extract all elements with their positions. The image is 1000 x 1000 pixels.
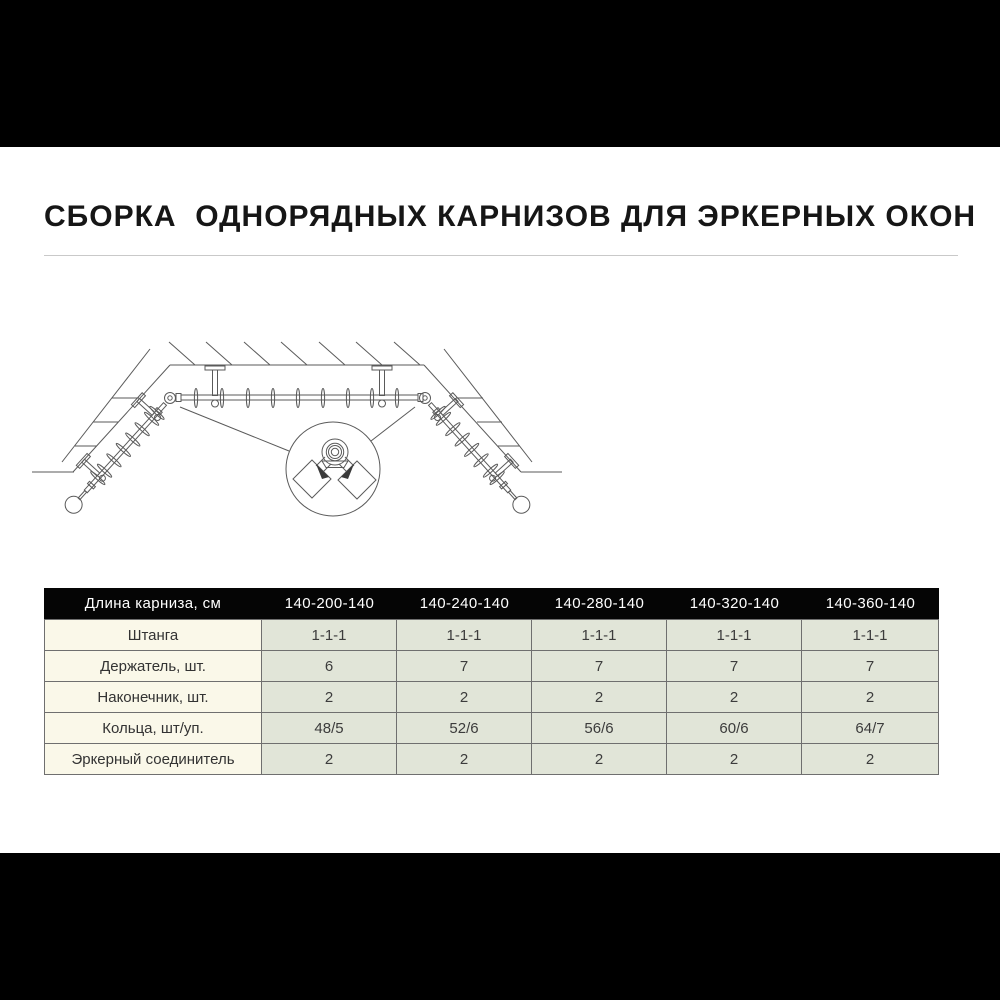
title-divider: [44, 255, 958, 256]
cell-value: 2: [802, 682, 939, 713]
column-header: 140-320-140: [689, 595, 780, 612]
cell-value: 1-1-1: [802, 620, 939, 651]
left-hinge: [165, 393, 176, 404]
row-label: Эркерный соединитель: [44, 744, 262, 775]
cell-value: 7: [667, 651, 802, 682]
column-header: 140-280-140: [554, 595, 645, 612]
right-finial-ball: [509, 493, 533, 517]
top-letterbox-bar: [0, 0, 1000, 147]
cell-value: 48/5: [262, 713, 397, 744]
header-length-label: Длина карниза, см: [84, 595, 222, 612]
cell-value: 2: [667, 682, 802, 713]
column-header: 140-360-140: [825, 595, 916, 612]
left-angled-rod: [50, 388, 172, 518]
column-header: 140-240-140: [419, 595, 510, 612]
cell-value: 7: [397, 651, 532, 682]
cell-value: 2: [802, 744, 939, 775]
cell-value: 6: [262, 651, 397, 682]
bay-cornice-assembly-diagram: [0, 318, 600, 523]
cell-value: 7: [802, 651, 939, 682]
right-angled-rod: [423, 388, 545, 518]
right-connector-plate: [338, 461, 376, 499]
cell-value: 2: [532, 682, 667, 713]
page-title: СБОРКА ОДНОРЯДНЫХ КАРНИЗОВ ДЛЯ ЭРКЕРНЫХ ОКОН: [44, 200, 977, 233]
right-hinge: [420, 393, 431, 404]
cell-value: 52/6: [397, 713, 532, 744]
row-label: Наконечник, шт.: [44, 682, 262, 713]
wall-outline: [32, 349, 562, 472]
table-row: [44, 713, 939, 744]
cell-value: 2: [262, 682, 397, 713]
cell-value: 1-1-1: [397, 620, 532, 651]
column-header: 140-200-140: [284, 595, 375, 612]
bottom-letterbox-bar: [0, 853, 1000, 1000]
cell-value: 7: [532, 651, 667, 682]
cell-value: 2: [262, 744, 397, 775]
specs-table: [44, 588, 939, 775]
cell-value: 2: [532, 744, 667, 775]
bay-connector-detail-callout: [180, 407, 415, 516]
cell-value: 2: [397, 682, 532, 713]
detail-circle: [286, 422, 380, 516]
specs-table-body: [44, 619, 939, 775]
cell-value: 1-1-1: [262, 620, 397, 651]
row-label: Кольца, шт/уп.: [44, 713, 262, 744]
left-finial-ball: [62, 493, 86, 517]
specs-table-header: [44, 588, 939, 619]
ceiling-brackets: [205, 366, 392, 407]
row-label: Штанга: [44, 620, 262, 651]
cell-value: 1-1-1: [532, 620, 667, 651]
cell-value: 64/7: [802, 713, 939, 744]
table-row: [44, 651, 939, 682]
table-row: [44, 682, 939, 713]
row-label: Держатель, шт.: [44, 651, 262, 682]
cell-value: 56/6: [532, 713, 667, 744]
cell-value: 2: [667, 744, 802, 775]
table-row: [44, 620, 939, 651]
cell-value: 60/6: [667, 713, 802, 744]
table-row: [44, 744, 939, 775]
horizontal-rod: [165, 389, 431, 408]
cell-value: 2: [397, 744, 532, 775]
cell-value: 1-1-1: [667, 620, 802, 651]
